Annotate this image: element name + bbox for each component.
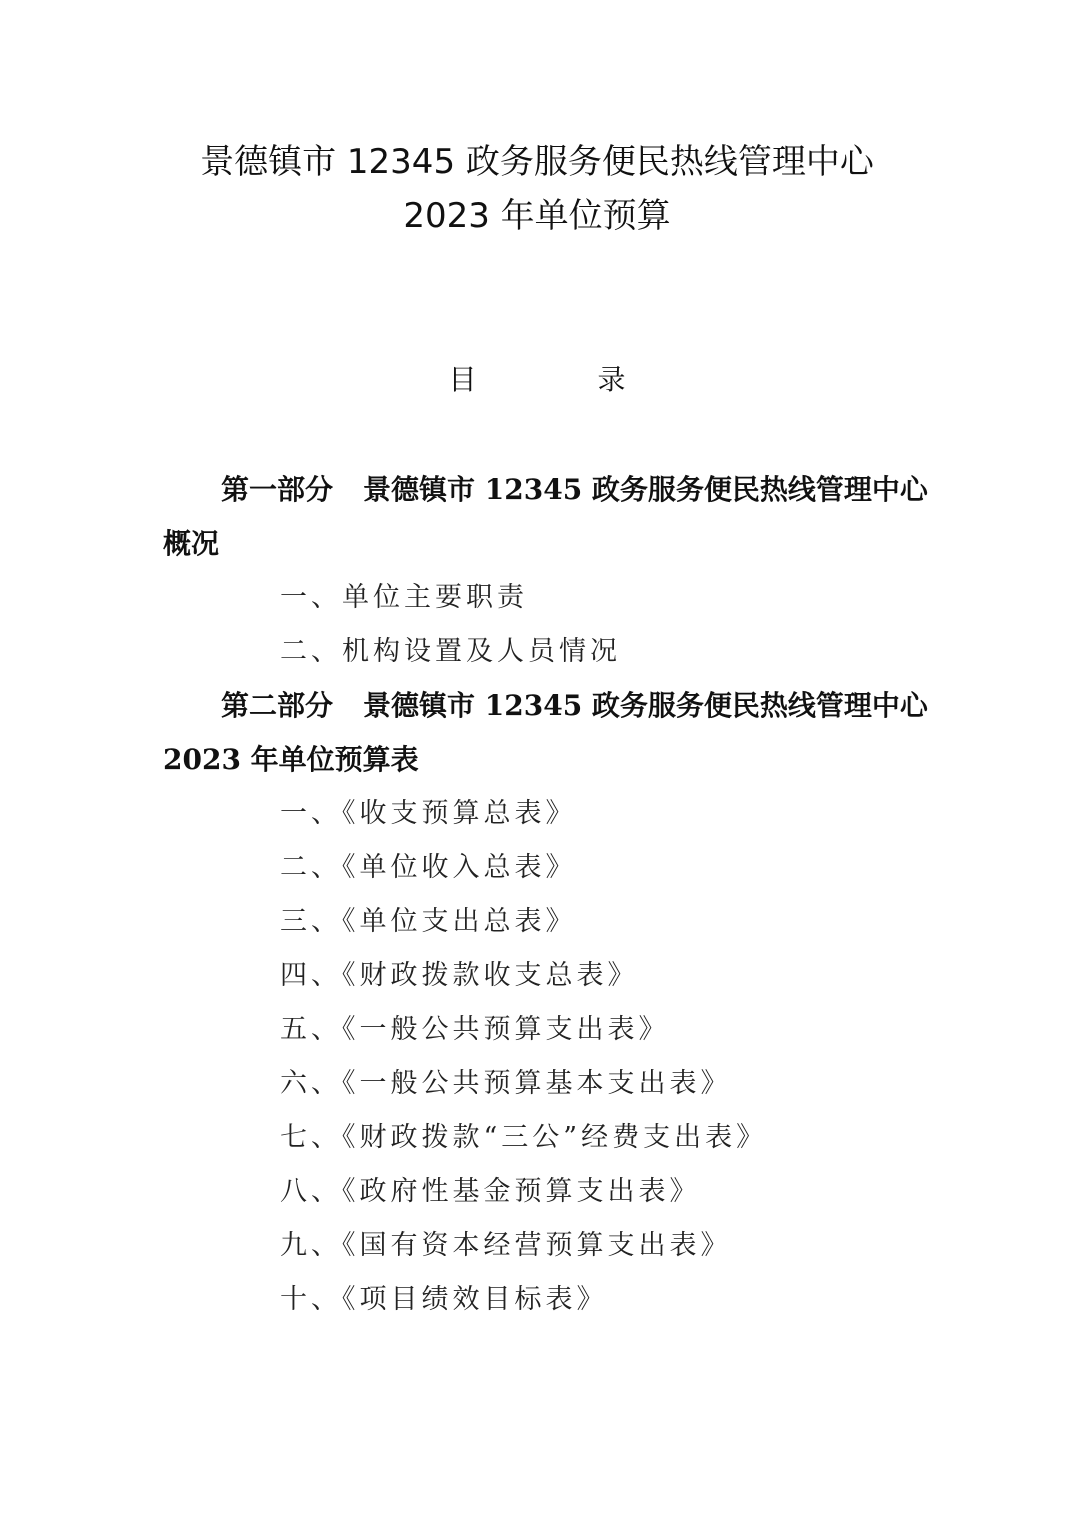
toc-item: 八、《政府性基金预算支出表》 xyxy=(280,1176,701,1207)
toc-item: 十、《项目绩效目标表》 xyxy=(280,1284,608,1315)
toc-item: 五、《一般公共预算支出表》 xyxy=(280,1014,670,1045)
toc-item: 二、机构设置及人员情况 xyxy=(280,636,621,667)
document-title-line-1: 景德镇市 12345 政务服务便民热线管理中心 xyxy=(200,142,874,182)
toc-part-1-title: 景德镇市 12345 政务服务便民热线管理中心 xyxy=(363,473,928,506)
toc-part-1-label: 第一部分 xyxy=(221,473,334,506)
toc-heading: 目 录 xyxy=(448,363,682,396)
toc-item: 七、《财政拨款“三公”经费支出表》 xyxy=(280,1122,768,1153)
toc-part-2-continuation: 2023 年单位预算表 xyxy=(163,743,419,776)
toc-item: 九、《国有资本经营预算支出表》 xyxy=(280,1230,732,1261)
toc-item: 六、《一般公共预算基本支出表》 xyxy=(280,1068,732,1099)
toc-part-2-heading xyxy=(221,686,928,726)
toc-part-1-continuation: 概况 xyxy=(163,527,220,560)
toc-item: 一、《收支预算总表》 xyxy=(280,798,577,829)
toc-item: 四、《财政拨款收支总表》 xyxy=(280,960,639,991)
toc-item: 二、《单位收入总表》 xyxy=(280,852,577,883)
document-title-line-2: 2023 年单位预算 xyxy=(403,196,671,236)
toc-part-2-title: 景德镇市 12345 政务服务便民热线管理中心 xyxy=(363,689,928,722)
toc-part-1-heading xyxy=(221,470,928,510)
toc-part-2-label: 第二部分 xyxy=(221,689,334,722)
toc-item: 三、《单位支出总表》 xyxy=(280,906,577,937)
toc-item: 一、单位主要职责 xyxy=(280,582,528,613)
